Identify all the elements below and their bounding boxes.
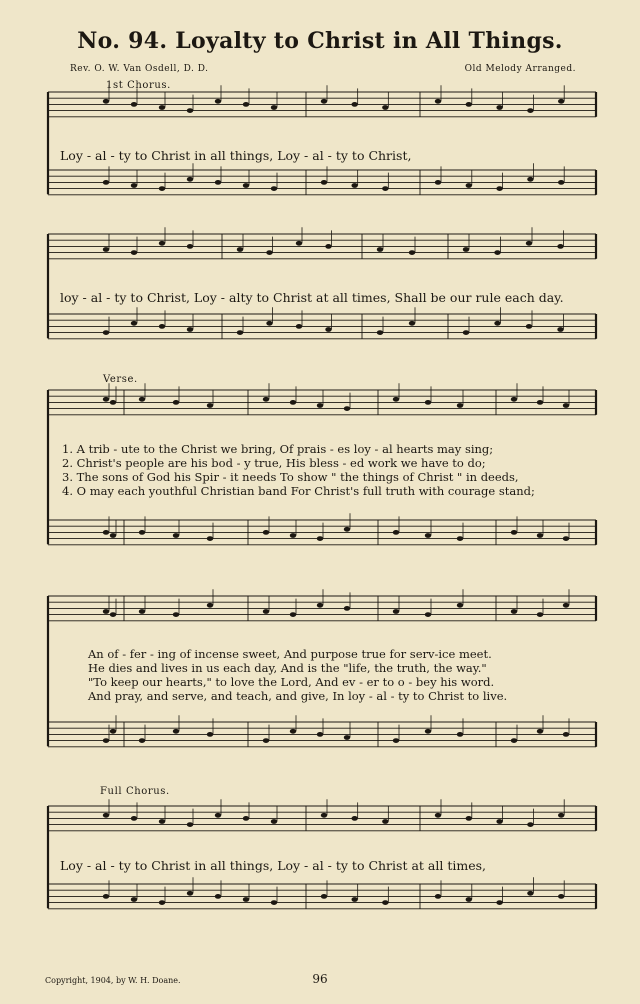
note-head bbox=[103, 397, 109, 402]
note-head bbox=[563, 403, 569, 408]
author-credit: Rev. O. W. Van Osdell, D. D. bbox=[70, 64, 209, 74]
first-chorus-label: 1st Chorus. bbox=[106, 80, 171, 91]
note-head bbox=[187, 891, 193, 896]
note-head bbox=[131, 816, 137, 821]
note-head bbox=[296, 241, 302, 246]
note-head bbox=[425, 612, 431, 617]
note-head bbox=[382, 186, 388, 191]
note-head bbox=[103, 530, 109, 535]
note-head bbox=[457, 732, 463, 737]
note-head bbox=[317, 732, 323, 737]
note-head bbox=[131, 250, 137, 255]
note-head bbox=[103, 813, 109, 818]
note-head bbox=[393, 738, 399, 743]
note-head bbox=[173, 533, 179, 538]
note-head bbox=[321, 894, 327, 899]
chorus-lyric-line-2: loy - al - ty to Christ, Loy - alty to Christ at all times, Shall be our rule each day. bbox=[60, 290, 564, 305]
note-head bbox=[563, 732, 569, 737]
note-head bbox=[173, 612, 179, 617]
note-head bbox=[215, 894, 221, 899]
note-head bbox=[351, 816, 357, 821]
note-head bbox=[563, 536, 569, 541]
note-head bbox=[457, 403, 463, 408]
note-head bbox=[466, 816, 472, 821]
note-head bbox=[103, 99, 109, 104]
note-head bbox=[139, 397, 145, 402]
note-head bbox=[435, 813, 441, 818]
note-head bbox=[457, 603, 463, 608]
note-head bbox=[409, 321, 415, 326]
note-head bbox=[173, 729, 179, 734]
page-number: 96 bbox=[312, 972, 328, 986]
note-head bbox=[103, 738, 109, 743]
note-head bbox=[377, 247, 383, 252]
note-head bbox=[321, 180, 327, 185]
note-head bbox=[377, 330, 383, 335]
note-head bbox=[215, 99, 221, 104]
note-head bbox=[131, 897, 137, 902]
note-head bbox=[466, 102, 472, 107]
note-head bbox=[139, 738, 145, 743]
note-head bbox=[351, 183, 357, 188]
note-head bbox=[271, 105, 277, 110]
copyright-notice: Copyright, 1904, by W. H. Doane. bbox=[45, 976, 181, 985]
verse-line-4b: And pray, and serve, and teach, and give, In loy - al - ty to Christ to live. bbox=[88, 689, 508, 703]
chorus-lyric-line-1: Loy - al - ty to Christ in all things, Loy - al - ty to Christ, bbox=[60, 148, 412, 163]
verse-line-1a: 1. A trib - ute to the Christ we bring, Of prais - es loy - al hearts may sing; bbox=[62, 442, 494, 456]
note-head bbox=[496, 186, 502, 191]
note-head bbox=[557, 244, 563, 249]
note-head bbox=[526, 324, 532, 329]
note-head bbox=[393, 530, 399, 535]
note-head bbox=[131, 102, 137, 107]
melody-credit: Old Melody Arranged. bbox=[464, 64, 576, 74]
note-head bbox=[527, 822, 533, 827]
note-head bbox=[103, 609, 109, 614]
note-head bbox=[237, 247, 243, 252]
note-head bbox=[466, 183, 472, 188]
note-head bbox=[393, 397, 399, 402]
note-head bbox=[409, 250, 415, 255]
note-head bbox=[511, 738, 517, 743]
verse-line-4a: 4. O may each youthful Christian band For Christ's full truth with courage stand; bbox=[62, 484, 535, 498]
note-head bbox=[494, 321, 500, 326]
note-head bbox=[266, 250, 272, 255]
note-head bbox=[457, 536, 463, 541]
note-head bbox=[290, 533, 296, 538]
note-head bbox=[382, 900, 388, 905]
note-head bbox=[207, 403, 213, 408]
full-chorus-label: Full Chorus. bbox=[100, 786, 170, 797]
note-head bbox=[558, 99, 564, 104]
note-head bbox=[159, 324, 165, 329]
note-head bbox=[321, 813, 327, 818]
note-head bbox=[110, 729, 116, 734]
note-head bbox=[266, 321, 272, 326]
note-head bbox=[317, 603, 323, 608]
note-head bbox=[263, 530, 269, 535]
note-head bbox=[263, 397, 269, 402]
note-head bbox=[435, 894, 441, 899]
verse-line-2a: 2. Christ's people are his bod - y true, His bless - ed work we have to do; bbox=[62, 456, 486, 470]
note-head bbox=[237, 330, 243, 335]
note-head bbox=[187, 177, 193, 182]
note-head bbox=[290, 729, 296, 734]
note-head bbox=[526, 241, 532, 246]
note-head bbox=[537, 400, 543, 405]
note-head bbox=[103, 180, 109, 185]
note-head bbox=[290, 400, 296, 405]
verse-line-3a: 3. The sons of God his Spir - it needs To show " the things of Christ " in deeds, bbox=[62, 470, 519, 484]
note-head bbox=[527, 891, 533, 896]
note-head bbox=[159, 105, 165, 110]
note-head bbox=[496, 819, 502, 824]
note-head bbox=[207, 732, 213, 737]
note-head bbox=[537, 612, 543, 617]
hymn-title: No. 94. Loyalty to Christ in All Things. bbox=[77, 28, 563, 54]
note-head bbox=[243, 897, 249, 902]
note-head bbox=[325, 244, 331, 249]
note-head bbox=[187, 822, 193, 827]
note-head bbox=[207, 603, 213, 608]
verse-line-1b: An of - fer - ing of incense sweet, And purpose true for serv-ice meet. bbox=[88, 647, 492, 661]
note-head bbox=[296, 324, 302, 329]
note-head bbox=[527, 108, 533, 113]
note-head bbox=[558, 813, 564, 818]
note-head bbox=[557, 327, 563, 332]
note-head bbox=[382, 105, 388, 110]
note-head bbox=[173, 400, 179, 405]
note-head bbox=[317, 403, 323, 408]
note-head bbox=[159, 900, 165, 905]
note-head bbox=[351, 897, 357, 902]
note-head bbox=[271, 819, 277, 824]
note-head bbox=[215, 180, 221, 185]
note-head bbox=[351, 102, 357, 107]
note-head bbox=[110, 400, 116, 405]
note-head bbox=[435, 180, 441, 185]
note-head bbox=[537, 729, 543, 734]
note-head bbox=[435, 99, 441, 104]
verse-label: Verse. bbox=[103, 374, 138, 385]
note-head bbox=[290, 612, 296, 617]
note-head bbox=[496, 105, 502, 110]
note-head bbox=[344, 735, 350, 740]
note-head bbox=[382, 819, 388, 824]
note-head bbox=[103, 247, 109, 252]
note-head bbox=[425, 729, 431, 734]
note-head bbox=[187, 327, 193, 332]
note-head bbox=[139, 609, 145, 614]
note-head bbox=[243, 183, 249, 188]
note-head bbox=[317, 536, 323, 541]
note-head bbox=[344, 527, 350, 532]
note-head bbox=[243, 102, 249, 107]
note-head bbox=[321, 99, 327, 104]
note-head bbox=[215, 813, 221, 818]
note-head bbox=[537, 533, 543, 538]
note-head bbox=[527, 177, 533, 182]
note-head bbox=[563, 603, 569, 608]
full-chorus-lyric-line-1: Loy - al - ty to Christ in all things, Loy - al - ty to Christ at all times, bbox=[60, 858, 486, 873]
note-head bbox=[159, 186, 165, 191]
note-head bbox=[463, 247, 469, 252]
note-head bbox=[558, 180, 564, 185]
note-head bbox=[131, 321, 137, 326]
note-head bbox=[187, 244, 193, 249]
verse-line-3b: "To keep our hearts," to love the Lord, And ev - er to o - bey his word. bbox=[88, 675, 495, 689]
note-head bbox=[110, 612, 116, 617]
note-head bbox=[159, 241, 165, 246]
note-head bbox=[110, 533, 116, 538]
note-head bbox=[511, 530, 517, 535]
note-head bbox=[131, 183, 137, 188]
note-head bbox=[263, 609, 269, 614]
note-head bbox=[207, 536, 213, 541]
note-head bbox=[494, 250, 500, 255]
note-head bbox=[344, 406, 350, 411]
note-head bbox=[511, 609, 517, 614]
note-head bbox=[159, 819, 165, 824]
note-head bbox=[425, 533, 431, 538]
note-head bbox=[325, 327, 331, 332]
note-head bbox=[103, 894, 109, 899]
note-head bbox=[271, 900, 277, 905]
note-head bbox=[463, 330, 469, 335]
note-head bbox=[243, 816, 249, 821]
note-head bbox=[496, 900, 502, 905]
note-head bbox=[187, 108, 193, 113]
note-head bbox=[344, 606, 350, 611]
note-head bbox=[139, 530, 145, 535]
note-head bbox=[103, 330, 109, 335]
note-head bbox=[466, 897, 472, 902]
note-head bbox=[263, 738, 269, 743]
note-head bbox=[511, 397, 517, 402]
note-head bbox=[393, 609, 399, 614]
note-head bbox=[271, 186, 277, 191]
verse-line-2b: He dies and lives in us each day, And is the "life, the truth, the way." bbox=[88, 661, 487, 675]
note-head bbox=[425, 400, 431, 405]
note-head bbox=[558, 894, 564, 899]
